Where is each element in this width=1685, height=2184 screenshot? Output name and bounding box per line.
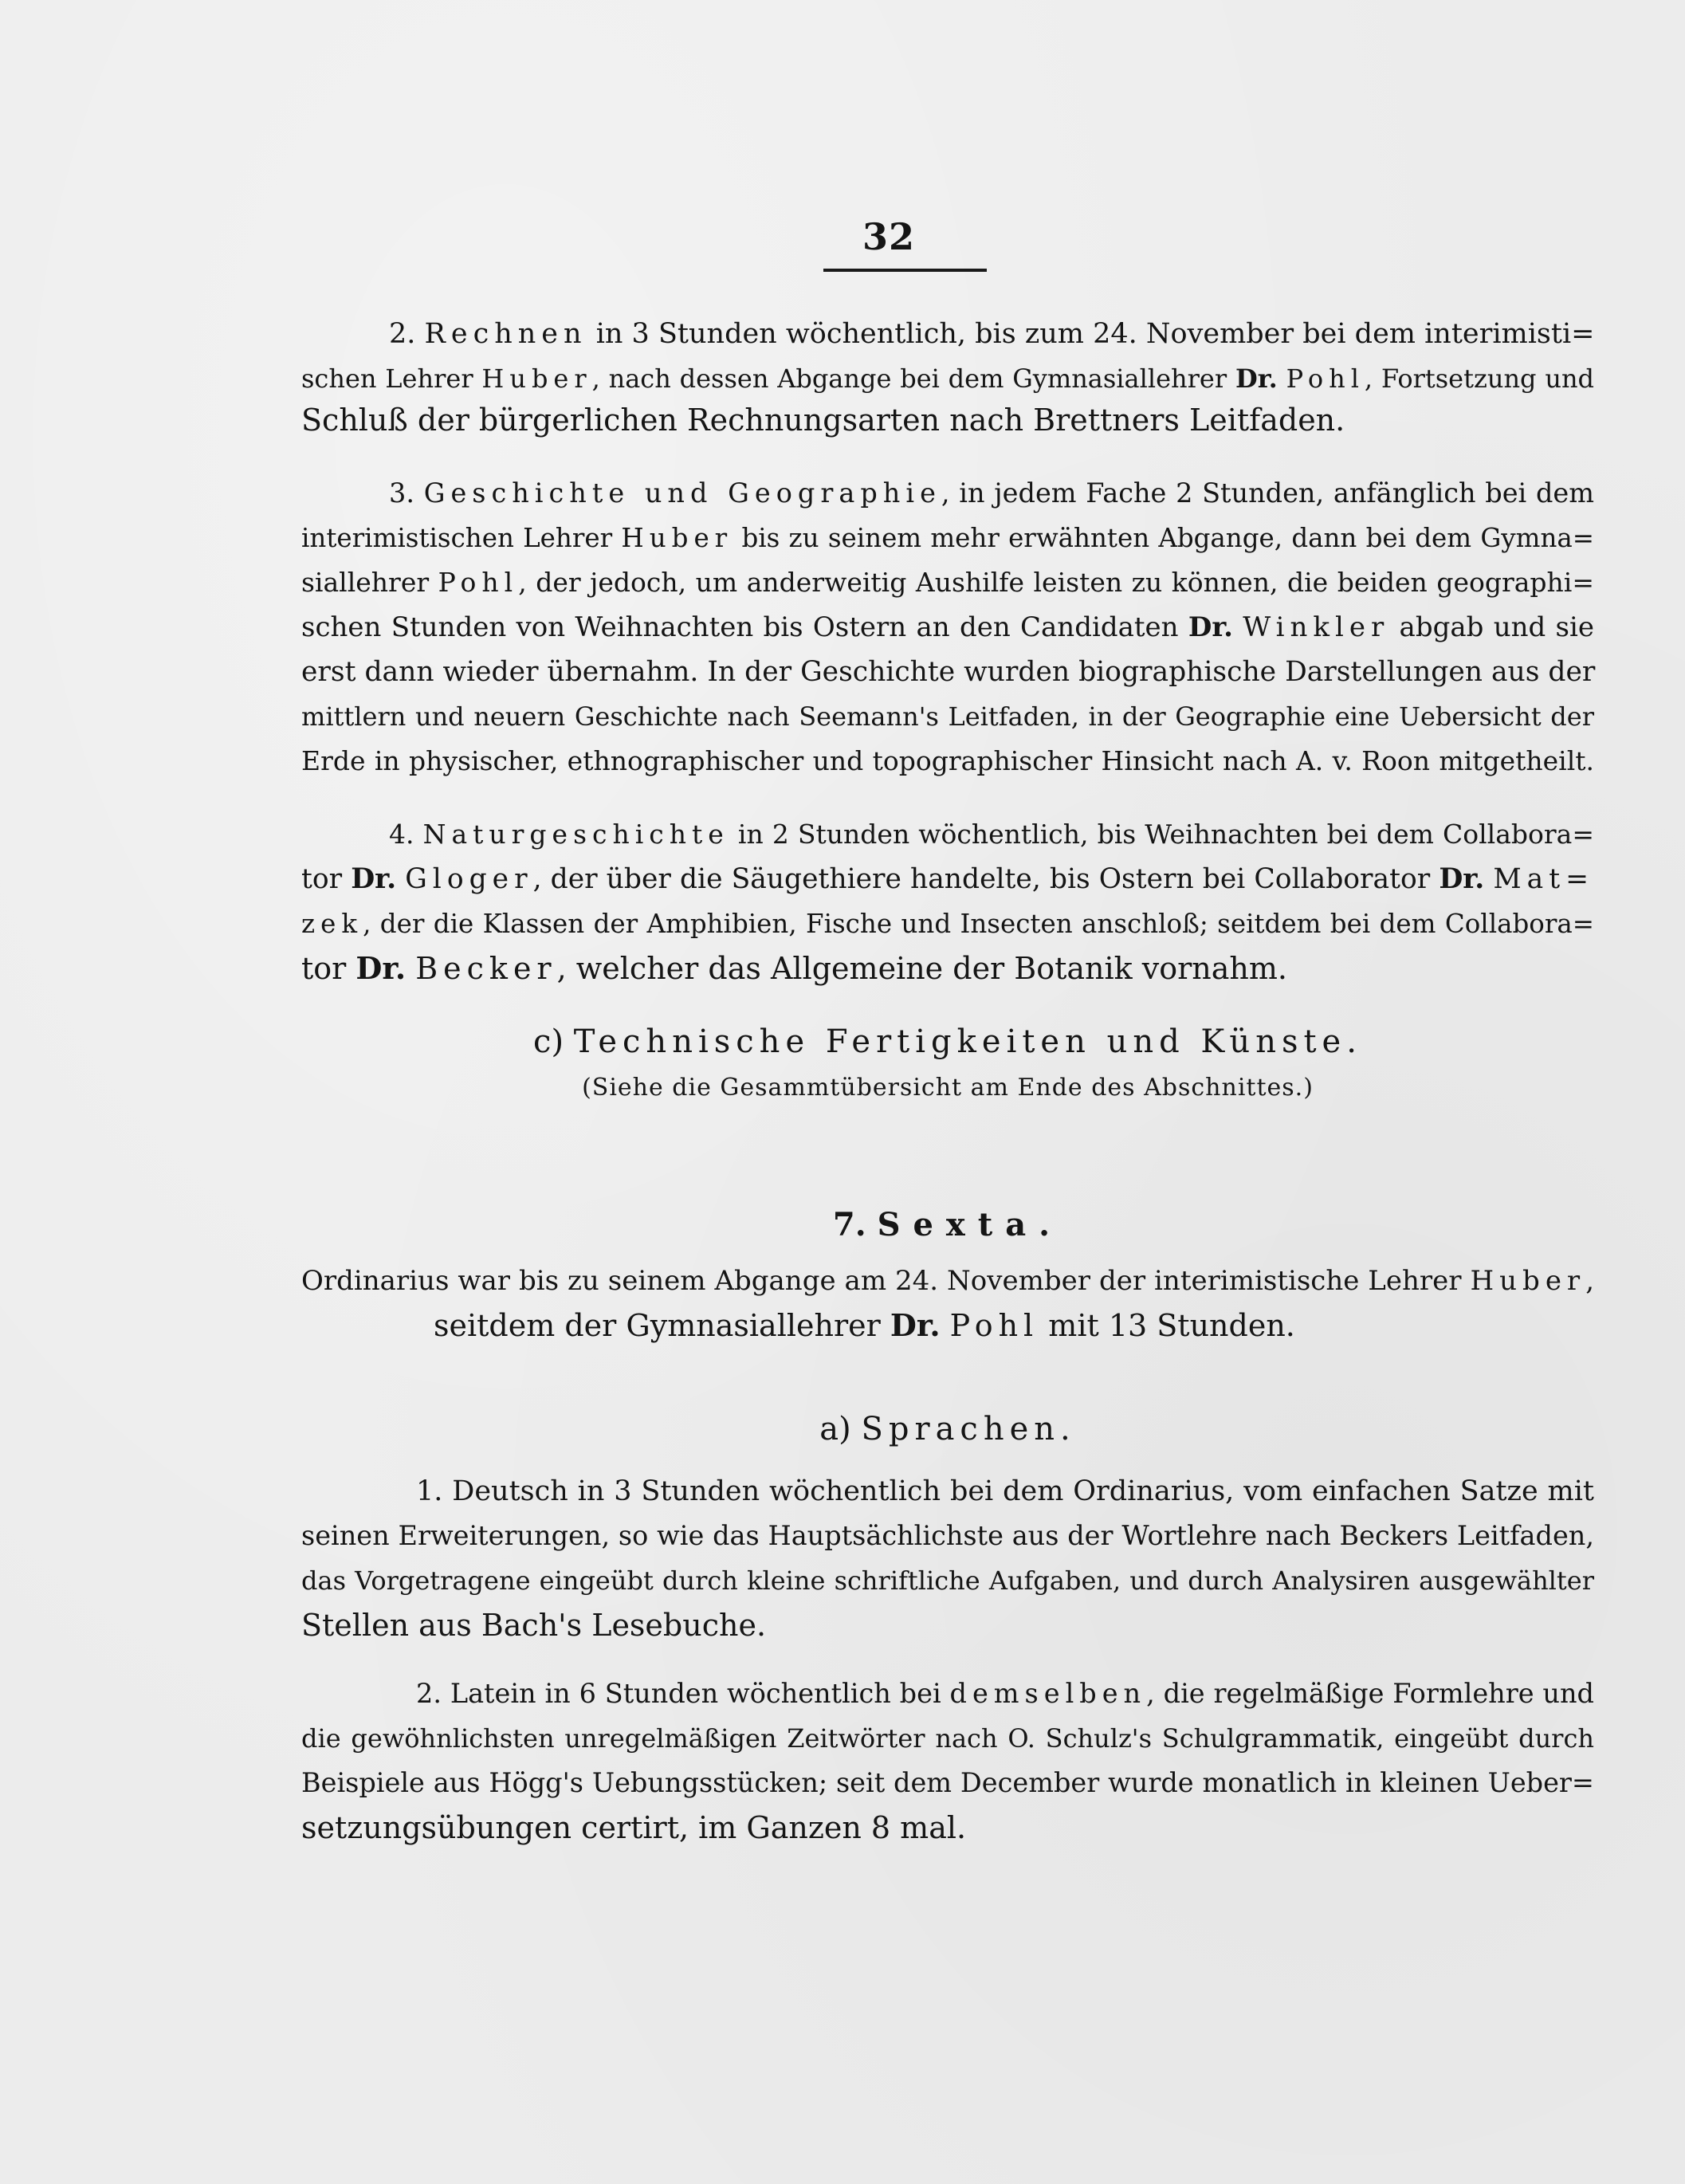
deutsch-line-4: Stellen aus Bach's Lesebuche. <box>301 1608 767 1643</box>
rechnen-line-1 <box>389 314 1594 354</box>
section-heading-c <box>301 1022 1594 1062</box>
subject-term: Latein <box>450 1678 536 1709</box>
item-number: 3. <box>389 477 414 509</box>
text-run: , der über die Säugethiere handelte, bis Ostern bei Collaborator <box>532 863 1440 895</box>
text-run: schen Lehrer <box>301 363 482 394</box>
natur-line-3 <box>301 904 1594 944</box>
deutsch-line-1 <box>416 1471 1594 1511</box>
item-number: 2. <box>416 1678 442 1709</box>
text-run: bis zu seinem mehr erwähnten Abgange, dann bei dem Gymna= <box>733 523 1594 553</box>
space <box>941 1308 950 1343</box>
title-dr: Dr. <box>1439 863 1485 895</box>
text-run: , <box>1585 1265 1594 1297</box>
rechnen-line-2 <box>301 359 1594 399</box>
header-rule <box>823 269 987 272</box>
teacher-name: Becker <box>415 951 557 986</box>
latein-line-4: setzungsübungen certirt, im Ganzen 8 mal. <box>301 1810 967 1845</box>
teacher-name: demselben <box>949 1678 1147 1709</box>
geschichte-line-4 <box>301 607 1594 647</box>
text-run: in 6 Stunden wöchentlich bei <box>536 1678 950 1709</box>
teacher-name: Gloger <box>405 863 533 895</box>
natur-line-2 <box>301 859 1594 899</box>
subject-term: Deutsch <box>452 1475 568 1507</box>
class-title: Sexta. <box>877 1206 1063 1243</box>
class-number: 7. <box>832 1206 866 1243</box>
section-label: a) <box>819 1411 851 1447</box>
text-run: mit 13 Stunden. <box>1039 1308 1295 1343</box>
text-run: , in jedem Fache 2 Stunden, anfänglich bei dem <box>941 477 1595 509</box>
teacher-name: Mat= <box>1493 863 1595 895</box>
latein-line-3: Beispiele aus Högg's Uebungsstücken; seit dem December wurde monatlich in kleinen Ueber= <box>301 1767 1594 1798</box>
title-dr: Dr. <box>1235 363 1278 394</box>
teacher-name: Pohl <box>949 1308 1039 1343</box>
sexta-line-1 <box>301 1261 1594 1301</box>
section-heading-a <box>301 1409 1594 1449</box>
title-dr: Dr. <box>351 863 397 895</box>
text-run: in 3 Stunden wöchentlich, bis zum 24. November bei dem interimisti= <box>587 318 1595 350</box>
sexta-line-2 <box>434 1306 1470 1345</box>
space <box>396 863 405 895</box>
text-run: tor <box>301 863 352 895</box>
space <box>1484 863 1493 895</box>
space <box>866 1206 878 1243</box>
teacher-name: zek <box>301 909 363 939</box>
teacher-name: Winkler <box>1243 611 1390 643</box>
latein-line-1 <box>416 1674 1594 1714</box>
item-number: 1. <box>416 1475 443 1507</box>
geschichte-line-2 <box>301 518 1594 558</box>
natur-line-4 <box>301 949 1594 988</box>
item-number: 2. <box>389 318 416 350</box>
title-dr: Dr. <box>355 950 407 986</box>
teacher-name: Pohl <box>1286 363 1365 394</box>
subject-term: Geschichte und Geographie <box>423 477 941 509</box>
text-run: siallehrer <box>301 567 438 598</box>
text-run: in 2 Stunden wöchentlich, bis Weihnachten bei dem Collabora= <box>729 819 1594 850</box>
text-run: , der jedoch, um anderweitig Aushilfe leisten zu können, die beiden geographi= <box>518 567 1595 598</box>
text-run: Ordinarius war bis zu seinem Abgange am 24. November der interimistische Lehrer <box>301 1265 1471 1297</box>
text-run: , der die Klassen der Amphibien, Fische und Insecten anschloß; seitdem bei dem Collabora= <box>363 909 1594 939</box>
subject-term: Naturgeschichte <box>422 819 729 850</box>
latein-line-2: die gewöhnlichsten unregelmäßigen Zeitwörter nach O. Schulz's Schulgrammatik, eingeübt durch <box>301 1723 1594 1754</box>
text-run: , welcher das Allgemeine der Botanik vornahm. <box>556 951 1287 986</box>
title-dr: Dr. <box>1188 611 1233 643</box>
rechnen-line-3: Schluß der bürgerlichen Rechnungsarten nach Brettners Leitfaden. <box>301 403 1345 438</box>
class-heading-sexta <box>301 1205 1594 1245</box>
space <box>1233 611 1243 643</box>
space <box>564 1023 574 1060</box>
text-run: in 3 Stunden wöchentlich bei dem Ordinarius, vom einfachen Satze mit <box>568 1475 1594 1507</box>
section-label: c) <box>533 1023 564 1060</box>
space <box>1278 363 1286 394</box>
deutsch-line-3: das Vorgetragene eingeübt durch kleine schriftliche Aufgaben, und durch Analysiren ausgewählter <box>301 1565 1594 1596</box>
text-run: , die regelmäßige Formlehre und <box>1146 1678 1594 1709</box>
section-note: (Siehe die Gesammtübersicht am Ende des Abschnittes.) <box>582 1074 1314 1102</box>
teacher-name: Pohl <box>438 567 519 598</box>
section-title: Sprachen. <box>861 1411 1076 1447</box>
deutsch-line-2: seinen Erweiterungen, so wie das Hauptsächlichste aus der Wortlehre nach Beckers Leitfaden, <box>301 1520 1594 1551</box>
subject-term: Rechnen <box>424 318 587 350</box>
teacher-name: Huber <box>1470 1265 1586 1297</box>
natur-line-1 <box>389 815 1594 854</box>
text-run: interimistischen Lehrer <box>301 523 622 553</box>
text-run: , Fortsetzung und <box>1364 363 1595 394</box>
text-run: abgab und sie <box>1389 611 1594 643</box>
geschichte-line-7: Erde in physischer, ethnographischer und topographischer Hinsicht nach A. v. Roon mitgetheilt. <box>301 745 1594 776</box>
text-run: schen Stunden von Weihnachten bis Ostern an den Candidaten <box>301 611 1188 643</box>
text-run: tor <box>301 951 356 986</box>
geschichte-line-5: erst dann wieder übernahm. In der Geschichte wurden biographische Darstellungen aus der <box>301 656 1596 688</box>
geschichte-line-3 <box>301 563 1594 603</box>
teacher-name: Huber <box>621 523 733 553</box>
geschichte-line-1 <box>389 473 1594 513</box>
space <box>406 951 415 986</box>
teacher-name: Huber <box>481 363 592 394</box>
space <box>851 1411 862 1447</box>
title-dr: Dr. <box>890 1307 941 1343</box>
page-number: 32 <box>862 215 915 258</box>
item-number: 4. <box>389 819 414 850</box>
geschichte-line-6: mittlern und neuern Geschichte nach Seemann's Leitfaden, in der Geographie eine Uebersicht der <box>301 701 1594 732</box>
section-title: Technische Fertigkeiten und Künste. <box>573 1023 1362 1060</box>
text-run: , nach dessen Abgange bei dem Gymnasiallehrer <box>591 363 1235 394</box>
text-run: seitdem der Gymnasiallehrer <box>434 1308 890 1343</box>
